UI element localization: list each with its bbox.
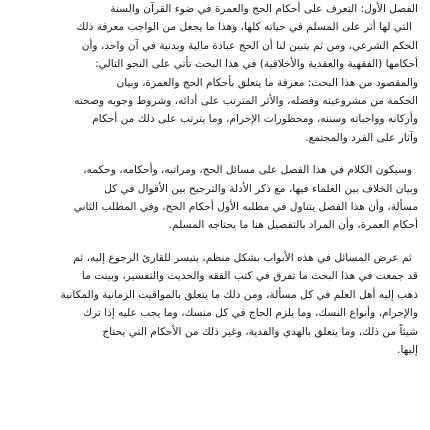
text-line: وأركانه وواجباته وسننه، ومحظورات الإحرام، وما يترتب على ذلك من أحكام — [92, 113, 418, 126]
text-line: التي لها أثر على المسلم في حياته كلها، وهذا ما يجعل من الواجب معرفة ذلك — [76, 21, 412, 34]
text-line: الحكم الشرعي، ومن ثم يتبين لنا أن الحج عبادة مالية وبدنية في آن واحد، وأن — [81, 39, 418, 52]
text-line: قد جمعت في هذا البحث ما تفرق في كتب الفقه والحديث والتفسير، وبينت ما — [81, 270, 418, 283]
text-line: مسألة، وأن هذا الفصل يتناول في مطلبه الأول أحكام الحج، وفي المطلب الثاني — [73, 201, 418, 214]
text-line: ذهب إليه أهل العلم في كل مسألة، ومن ذلك ما يتعلق بالمواقيت الزمانية والمكانية — [60, 288, 418, 301]
text-line: إليها. — [397, 343, 418, 356]
text-line: وآثار على الفرد والمجتمع. — [305, 131, 418, 144]
paragraph-3 — [8, 249, 418, 359]
text-line: الحكمة من مشروعيته وفضله، والأثر المترتب على أدائه، وشروط وجوبه وصحته — [74, 95, 418, 108]
text-line: وبيان الخلاف بين العلماء فيها، مع ذكر الأدلة والترجيح بين الأقوال في كل — [104, 182, 418, 195]
text-line: شيئاً من ذلك، وما يتعلق بالهدي والفدية، وغير ذلك من الأحكام التي يحتاج — [102, 325, 418, 338]
text-line: أحكامها (الفقهية والعقدية والأخلاقية) في هذا البحث تأتي على النحو التالي: — [95, 58, 418, 71]
text-line: أحكام العمرة، وأن المراد بالتفصيل هنا ما يحتاجه المسلم. — [168, 219, 418, 232]
text-line: والإحرام، وأنواع النسك، وما يلزم الحاج في كل منسك، وما يجب عليه إذا ترك — [83, 307, 418, 320]
text-line: الفصل الأول: التعرف على أحكام الحج والعمرة في ضوء القرآن والسنة — [110, 3, 418, 15]
text-line: والمقصود من هذا البحث: معرفة ما يتعلق بأحكام الحج والعمرة، وبيان — [116, 76, 418, 89]
paragraph-2 — [8, 161, 418, 235]
text-line: ثم عرض المسائل في هذه الأبواب بشكل منظم، يتيسر للقارئ الرجوع إليه، ثم — [73, 251, 412, 264]
paragraph-1 — [8, 0, 418, 147]
text-line: وسيكون الكلام في هذا الفصل على مسائل الحج، ومراتبه، وأحكامه، وحكمه، — [83, 164, 412, 177]
